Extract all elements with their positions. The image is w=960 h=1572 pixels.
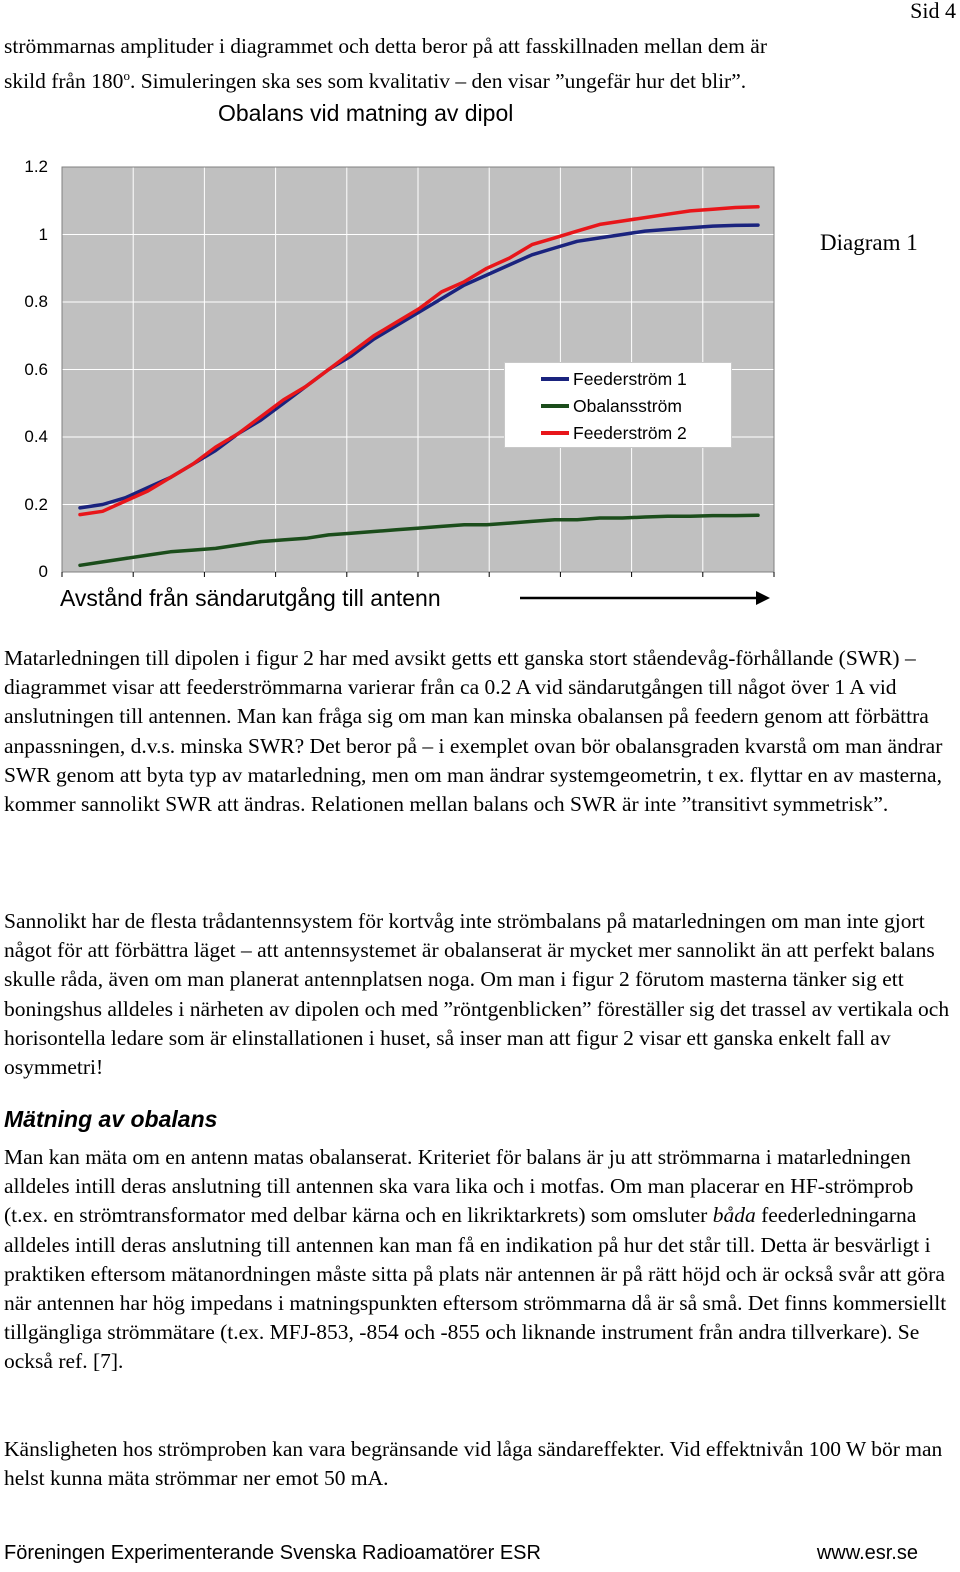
x-axis-arrow-head	[756, 591, 770, 605]
footer-website: www.esr.se	[816, 1542, 918, 1564]
legend-item-feederstrom-1	[505, 366, 687, 392]
legend-label: Feederström 2	[573, 422, 687, 443]
chart-title: Obalans vid matning av dipol	[218, 100, 514, 126]
intro-line-2-pre: skild från 180	[4, 69, 124, 94]
legend-item-feederstrom-2	[505, 420, 687, 446]
degree-superscript: o	[123, 68, 130, 83]
y-tick-label: 1	[38, 224, 48, 244]
paragraph-asymmetry	[4, 907, 954, 1082]
y-tick-label: 0.2	[24, 494, 48, 514]
paragraph-text: Matarledningen till dipolen i figur 2 har med avsikt getts ett ganska stort ståendevåg-förhållande (SWR) – diagrammet visar att feederströmmarna varierar från ca 0.2 A vid sändarutgången till något över 1 A vid anslutningen till antennen. Man kan fråga sig om man kan minska obalansen på feedern genom att förbättra anpassningen, d.v.s. minska SWR? Det beror på – i exemplet ovan bör obalansgraden kvarstå om man ändrar SWR genom att byta typ av matarledning, men om man ändrar systemgeometrin, t ex. flyttar en av masterna, kommer sannolikt SWR att ändras. Relationen mellan balans och SWR är inte ”transitivt symmetrisk”.	[4, 646, 943, 817]
emphasis: båda	[712, 1203, 756, 1228]
text-part: feederledningarna alldeles intill deras anslutning till antennen kan man få en indikation på hur det står till. Detta är besvärligt i praktiken eftersom mätanordningen måste sitta på plats när antennen är på rätt höjd och är också svår att göra när antennen har hög impedans i matningspunkten eftersom strömmarna då är så små. Det finns kommersiellt tillgängliga strömmätare (t.ex. MFJ-853, -854 och -855 och liknande instrument från andra tillverkare). Se också ref. [7].	[4, 1203, 947, 1374]
legend-swatch	[541, 404, 569, 408]
legend-swatch	[541, 431, 569, 435]
paragraph-text	[4, 1143, 954, 1377]
y-tick-label: 0.4	[24, 427, 48, 446]
section-heading: Mätning av obalans	[4, 1106, 218, 1132]
y-tick-label: 0.8	[24, 292, 48, 311]
intro-line-1: strömmarnas amplituder i diagrammet och detta beror på att fasskillnaden mellan dem är	[4, 34, 767, 58]
footer-organization: Föreningen Experimenterande Svenska Radioamatörer ESR	[4, 1542, 541, 1564]
chart	[0, 0, 960, 620]
paragraph-text: Sannolikt har de flesta trådantennsystem för kortvåg inte strömbalans på matarledningen om man inte gjort något för att förbättra läget – att antennsystemet är obalanserat är mycket mer sannolikt än att perfekt balans skulle råda, även om man planerat antennplatsen noga. Om man i figur 2 förutom masterna tänker sig ett boningshus alldeles i närheten av dipolen och med ”röntgenblicken” föreställer sig det trassel av vertikala och horisontella ledare som är elinstallationen i huset, så inser man att figur 2 visar ett ganska enkelt fall av osymmetri!	[4, 909, 950, 1080]
legend-label: Feederström 1	[573, 368, 687, 389]
paragraph-measurement	[4, 1143, 954, 1377]
page-number: Sid 4	[910, 0, 956, 23]
y-tick-label: 0.6	[24, 359, 48, 379]
paragraph-text: Känsligheten hos strömproben kan vara begränsande vid låga sändareffekter. Vid effektnivån 100 W bör man helst kunna mäta strömmar ner emot 50 mA.	[4, 1437, 943, 1491]
paragraph-sensitivity	[4, 1435, 954, 1493]
y-tick-label: 1.2	[24, 157, 48, 176]
legend-swatch	[541, 377, 569, 381]
legend-label: Obalansström	[573, 395, 682, 416]
text-part: Man kan mäta om en antenn matas obalanserat. Kriteriet för balans är ju att strömmarna i matarledningen alldeles intill deras anslutning till antennen ska vara lika och i motfas. Om man placerar en HF-strömprob (t.ex. en strömtransformator med delbar kärna och en likriktarkrets) som omsluter	[4, 1145, 914, 1228]
paragraph-swr	[4, 644, 954, 819]
y-tick-label: 0	[38, 562, 48, 581]
chart-legend	[504, 362, 732, 448]
intro-line-2-post: . Simuleringen ska ses som kvalitativ – den visar ”ungefär hur det blir”.	[129, 69, 747, 94]
legend-item-obalansstrom	[505, 393, 682, 419]
x-axis-label: Avstånd från sändarutgång till antenn	[60, 585, 441, 611]
diagram-label: Diagram 1	[820, 230, 918, 255]
